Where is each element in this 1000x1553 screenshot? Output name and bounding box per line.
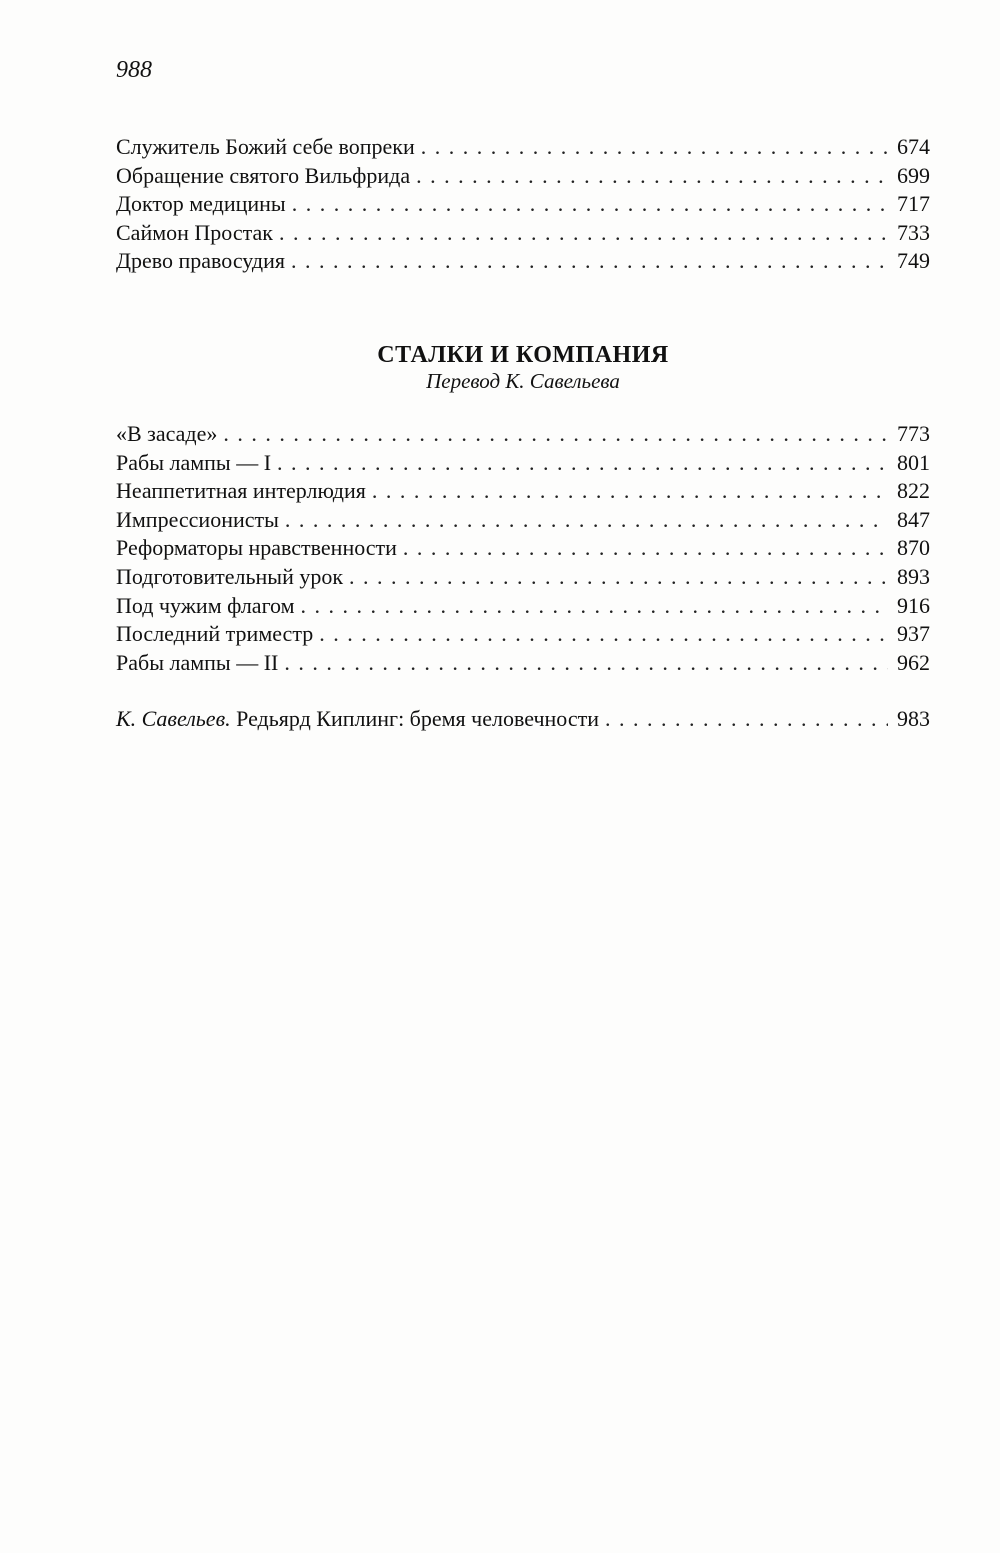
toc-entry-title: Обращение святого Вильфрида bbox=[116, 162, 411, 188]
toc-entry[interactable] bbox=[116, 534, 930, 563]
page-number: 988 bbox=[116, 57, 152, 83]
toc-dot-leader bbox=[291, 247, 888, 276]
toc-entry-page: 870 bbox=[897, 535, 930, 561]
toc-entry[interactable] bbox=[116, 477, 930, 506]
toc-entry[interactable] bbox=[116, 162, 930, 191]
toc-entry-title: Под чужим флагом bbox=[116, 592, 295, 618]
toc-dot-leader bbox=[319, 620, 888, 649]
toc-entry-page: 822 bbox=[897, 478, 930, 504]
toc-entry-page: 847 bbox=[897, 506, 930, 532]
toc-entry-title: Служитель Божий себе вопреки bbox=[116, 134, 415, 159]
toc-dot-leader bbox=[301, 592, 888, 621]
toc-entry-title bbox=[116, 705, 599, 734]
toc-dot-leader bbox=[277, 449, 888, 478]
toc-entry[interactable] bbox=[116, 219, 930, 248]
toc-dot-leader bbox=[421, 133, 888, 162]
toc-dot-leader bbox=[403, 534, 888, 563]
toc-entry-page: 674 bbox=[897, 134, 930, 159]
toc-entry-title: Саймон Простак bbox=[116, 219, 273, 245]
toc-entry-title: Подготовительный урок bbox=[116, 563, 344, 589]
toc-list-afterword bbox=[116, 705, 930, 734]
toc-dot-leader bbox=[605, 705, 888, 734]
toc-entry-title: Древо правосудия bbox=[116, 248, 286, 274]
toc-dot-leader bbox=[292, 190, 888, 219]
toc-entry-page: 983 bbox=[897, 706, 930, 731]
toc-entry[interactable] bbox=[116, 506, 930, 535]
toc-list-stories bbox=[116, 133, 930, 276]
toc-entry-page: 801 bbox=[897, 449, 930, 475]
toc-entry-page: 733 bbox=[897, 219, 930, 245]
toc-entry-page: 717 bbox=[897, 191, 930, 217]
toc-entry-page: 773 bbox=[897, 421, 930, 446]
section-subtitle: Перевод К. Савельева bbox=[426, 369, 620, 393]
afterword-title: Редьярд Киплинг: бремя человечности bbox=[236, 706, 599, 731]
toc-entry-page: 962 bbox=[897, 649, 930, 675]
toc-entry-title: Импрессионисты bbox=[116, 506, 279, 532]
toc-entry-title: Реформаторы нравственности bbox=[116, 535, 397, 561]
toc-entry-page: 937 bbox=[897, 621, 930, 647]
toc-entry-page: 916 bbox=[897, 592, 930, 618]
toc-entry[interactable] bbox=[116, 620, 930, 649]
toc-entry-title: Рабы лампы — I bbox=[116, 449, 272, 475]
toc-entry[interactable] bbox=[116, 190, 930, 219]
toc-entry-title: Рабы лампы — II bbox=[116, 649, 279, 675]
toc-entry[interactable] bbox=[116, 449, 930, 478]
toc-entry[interactable] bbox=[116, 563, 930, 592]
toc-entry[interactable] bbox=[116, 592, 930, 621]
toc-dot-leader bbox=[372, 477, 888, 506]
toc-entry-page: 699 bbox=[897, 162, 930, 188]
toc-dot-leader bbox=[349, 563, 888, 592]
toc-dot-leader bbox=[416, 162, 888, 191]
toc-entry-page: 749 bbox=[897, 248, 930, 274]
toc-entry-title: Последний триместр bbox=[116, 621, 314, 647]
toc-entry-title: Доктор медицины bbox=[116, 191, 286, 217]
toc-entry[interactable] bbox=[116, 133, 930, 162]
toc-dot-leader bbox=[223, 420, 888, 449]
toc-dot-leader bbox=[284, 649, 888, 678]
section-title: СТАЛКИ И КОМПАНИЯ bbox=[377, 342, 669, 368]
toc-entry-page: 893 bbox=[897, 563, 930, 589]
toc-entry-afterword[interactable] bbox=[116, 705, 930, 734]
toc-dot-leader bbox=[285, 506, 888, 535]
toc-entry[interactable] bbox=[116, 649, 930, 678]
toc-entry[interactable] bbox=[116, 247, 930, 276]
toc-entry-title: Неаппетитная интерлюдия bbox=[116, 478, 366, 504]
afterword-author: К. Савельев. bbox=[116, 706, 231, 731]
toc-dot-leader bbox=[279, 219, 888, 248]
toc-list-section bbox=[116, 420, 930, 677]
toc-entry[interactable] bbox=[116, 420, 930, 449]
toc-entry-title: «В засаде» bbox=[116, 421, 218, 446]
